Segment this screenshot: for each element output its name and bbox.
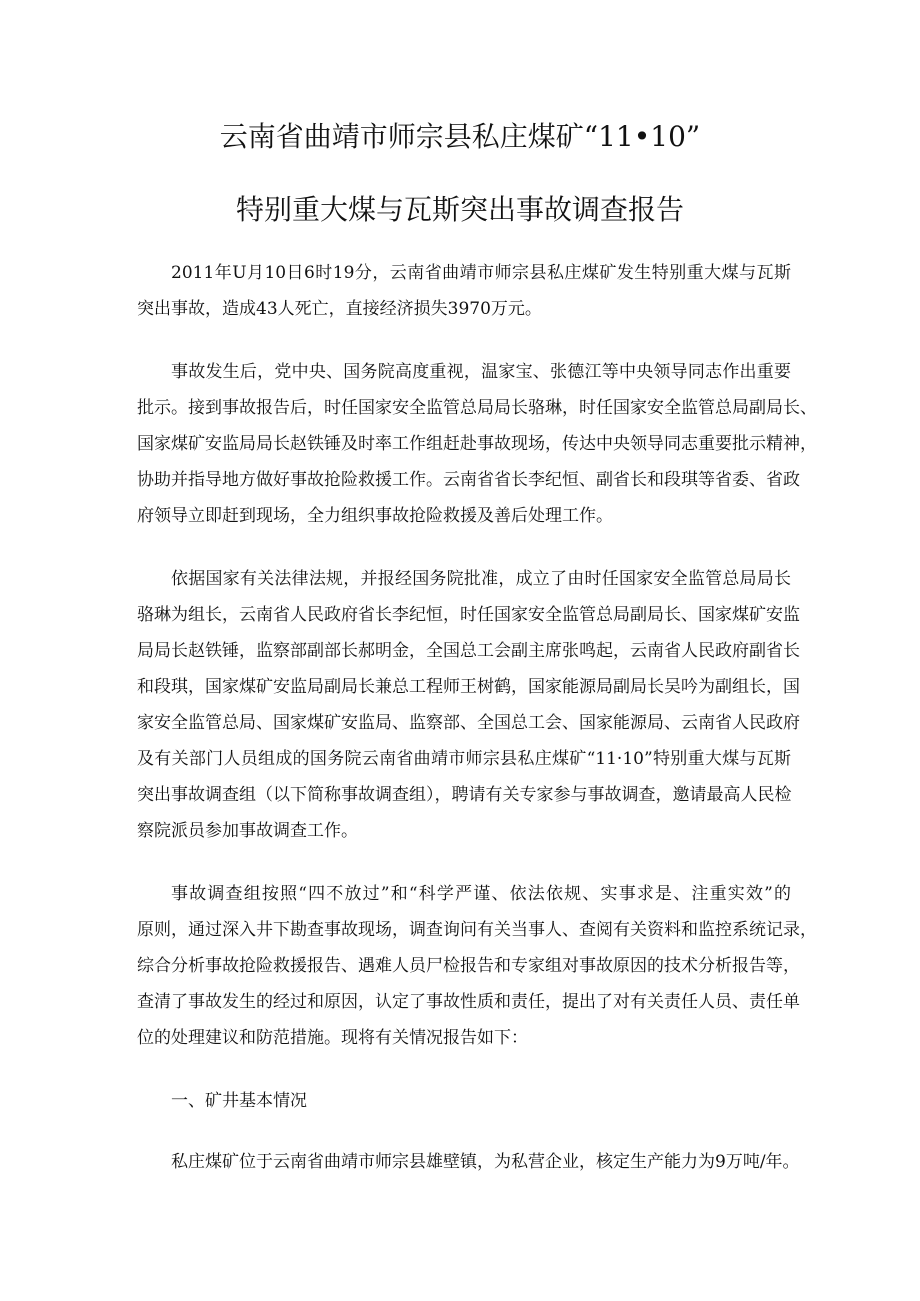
paragraph-line: 府领导立即赶到现场，全力组织事故抢险救援及善后处理工作。	[137, 506, 613, 526]
section-heading: 一、矿井基本情况	[171, 1091, 307, 1111]
paragraph	[137, 255, 791, 327]
section-paragraph: 私庄煤矿位于云南省曲靖市师宗县雄壁镇，为私营企业，核定生产能力为9万吨/年。	[171, 1152, 800, 1172]
report-title-line1: 云南省曲靖市师宗县私庄煤矿“11•10”	[219, 120, 701, 153]
report-body	[137, 255, 817, 1180]
paragraph-line: 位的处理建议和防范措施。现将有关情况报告如下：	[137, 1028, 528, 1048]
paragraph	[137, 354, 817, 534]
paragraph-line: 批示。接到事故报告后，时任国家安全监管总局局长骆琳，时任国家安全监管总局副局长、	[137, 398, 817, 418]
report-title-line2: 特别重大煤与瓦斯突出事故调查报告	[235, 193, 684, 226]
paragraph-line: 事故发生后，党中央、国务院高度重视，温家宝、张德江等中央领导同志作出重要	[171, 362, 791, 382]
paragraph-line: 突出事故调查组（以下简称事故调查组），聘请有关专家参与事故调查，邀请最高人民检	[137, 785, 792, 805]
paragraph	[137, 876, 817, 1056]
paragraph-line: 察院派员参加事故调查工作。	[137, 821, 358, 841]
paragraph-line: 原则，通过深入井下勘查事故现场，调查询问有关当事人、查阅有关资料和监控系统记录，	[137, 920, 817, 940]
paragraph-line: 协助并指导地方做好事故抢险救援工作。云南省省长李纪恒、副省长和段琪等省委、省政	[137, 470, 800, 490]
paragraph	[137, 561, 800, 849]
paragraph-line: 家安全监管总局、国家煤矿安监局、监察部、全国总工会、国家能源局、云南省人民政府	[137, 713, 800, 733]
paragraph-line: 国家煤矿安监局局长赵铁锤及时率工作组赶赴事故现场，传达中央领导同志重要批示精神，	[137, 434, 817, 454]
intro-paragraphs	[137, 255, 817, 1056]
paragraph-line: 查清了事故发生的经过和原因，认定了事故性质和责任，提出了对有关责任人员、责任单	[137, 992, 800, 1012]
paragraph-line: 突出事故，造成43人死亡，直接经济损失3970万元。	[137, 299, 542, 319]
paragraph-line: 局局长赵铁锤，监察部副部长郝明金，全国总工会副主席张鸣起，云南省人民政府副省长	[137, 641, 800, 661]
paragraph-line: 和段琪，国家煤矿安监局副局长兼总工程师王树鹤，国家能源局副局长吴吟为副组长，国	[137, 677, 800, 697]
paragraph-line: 骆琳为组长，云南省人民政府省长李纪恒，时任国家安全监管总局副局长、国家煤矿安监	[137, 605, 800, 625]
paragraph-line: 依据国家有关法律法规，并报经国务院批准，成立了由时任国家安全监管总局局长	[171, 569, 791, 589]
paragraph-line: 及有关部门人员组成的国务院云南省曲靖市师宗县私庄煤矿“11·10”特别重大煤与瓦斯	[137, 749, 791, 769]
paragraph-line: 综合分析事故抢险救援报告、遇难人员尸检报告和专家组对事故原因的技术分析报告等，	[137, 956, 800, 976]
paragraph-line: 2011年U月10日6时19分，云南省曲靖市师宗县私庄煤矿发生特别重大煤与瓦斯	[171, 263, 791, 283]
paragraph-line: 事故调查组按照“四不放过”和“科学严谨、依法依规、实事求是、注重实效”的	[171, 884, 791, 904]
